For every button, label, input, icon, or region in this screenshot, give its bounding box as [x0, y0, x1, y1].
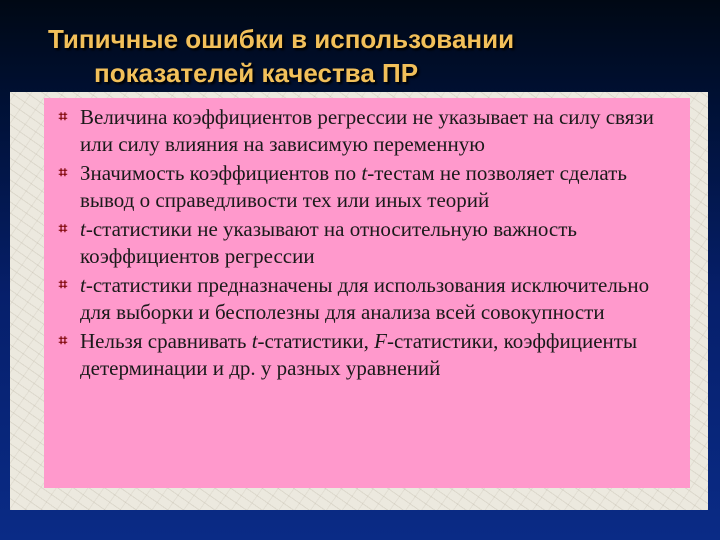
- title-line-1: Типичные ошибки в использовании: [48, 24, 515, 54]
- hash-bullet-icon: ⌗: [58, 107, 68, 125]
- bullet-item: [56, 160, 680, 214]
- italic-symbol: t: [251, 329, 258, 353]
- bullet-item: [56, 328, 680, 382]
- hash-bullet-icon: ⌗: [58, 219, 68, 237]
- bullet-item: [56, 216, 680, 270]
- bullet-text: -статистики,: [257, 329, 375, 353]
- bullet-text: -статистики предназначены для использования исключительно для выборки и бесполезны для анализа всей совокупности: [80, 273, 650, 324]
- italic-symbol: t: [361, 161, 368, 185]
- slide-title: [48, 22, 688, 90]
- hash-bullet-icon: ⌗: [58, 275, 68, 293]
- content-panel: [44, 98, 690, 488]
- italic-symbol: F: [374, 329, 387, 353]
- bullet-list: [56, 104, 680, 382]
- bullet-item: [56, 272, 680, 326]
- bullet-text: Нельзя сравнивать: [80, 329, 252, 353]
- bullet-item: [56, 104, 680, 158]
- bullet-text: Значимость коэффициентов по: [80, 161, 362, 185]
- bullet-text: -статистики, коэффициенты детерминации и др. у разных уравнений: [80, 329, 638, 380]
- bullet-text: -тестам не позволяет сделать вывод о справедливости тех или иных теорий: [80, 161, 627, 212]
- italic-symbol: t: [80, 273, 86, 297]
- hash-bullet-icon: ⌗: [58, 163, 68, 181]
- bullet-text: Величина коэффициентов регрессии не указывает на силу связи или силу влияния на зависимую переменную: [80, 105, 654, 156]
- title-line-2: показателей качества ПР: [94, 58, 419, 88]
- bullet-text: -статистики не указывают на относительную важность коэффициентов регрессии: [80, 217, 577, 268]
- italic-symbol: t: [80, 217, 86, 241]
- hash-bullet-icon: ⌗: [58, 331, 68, 349]
